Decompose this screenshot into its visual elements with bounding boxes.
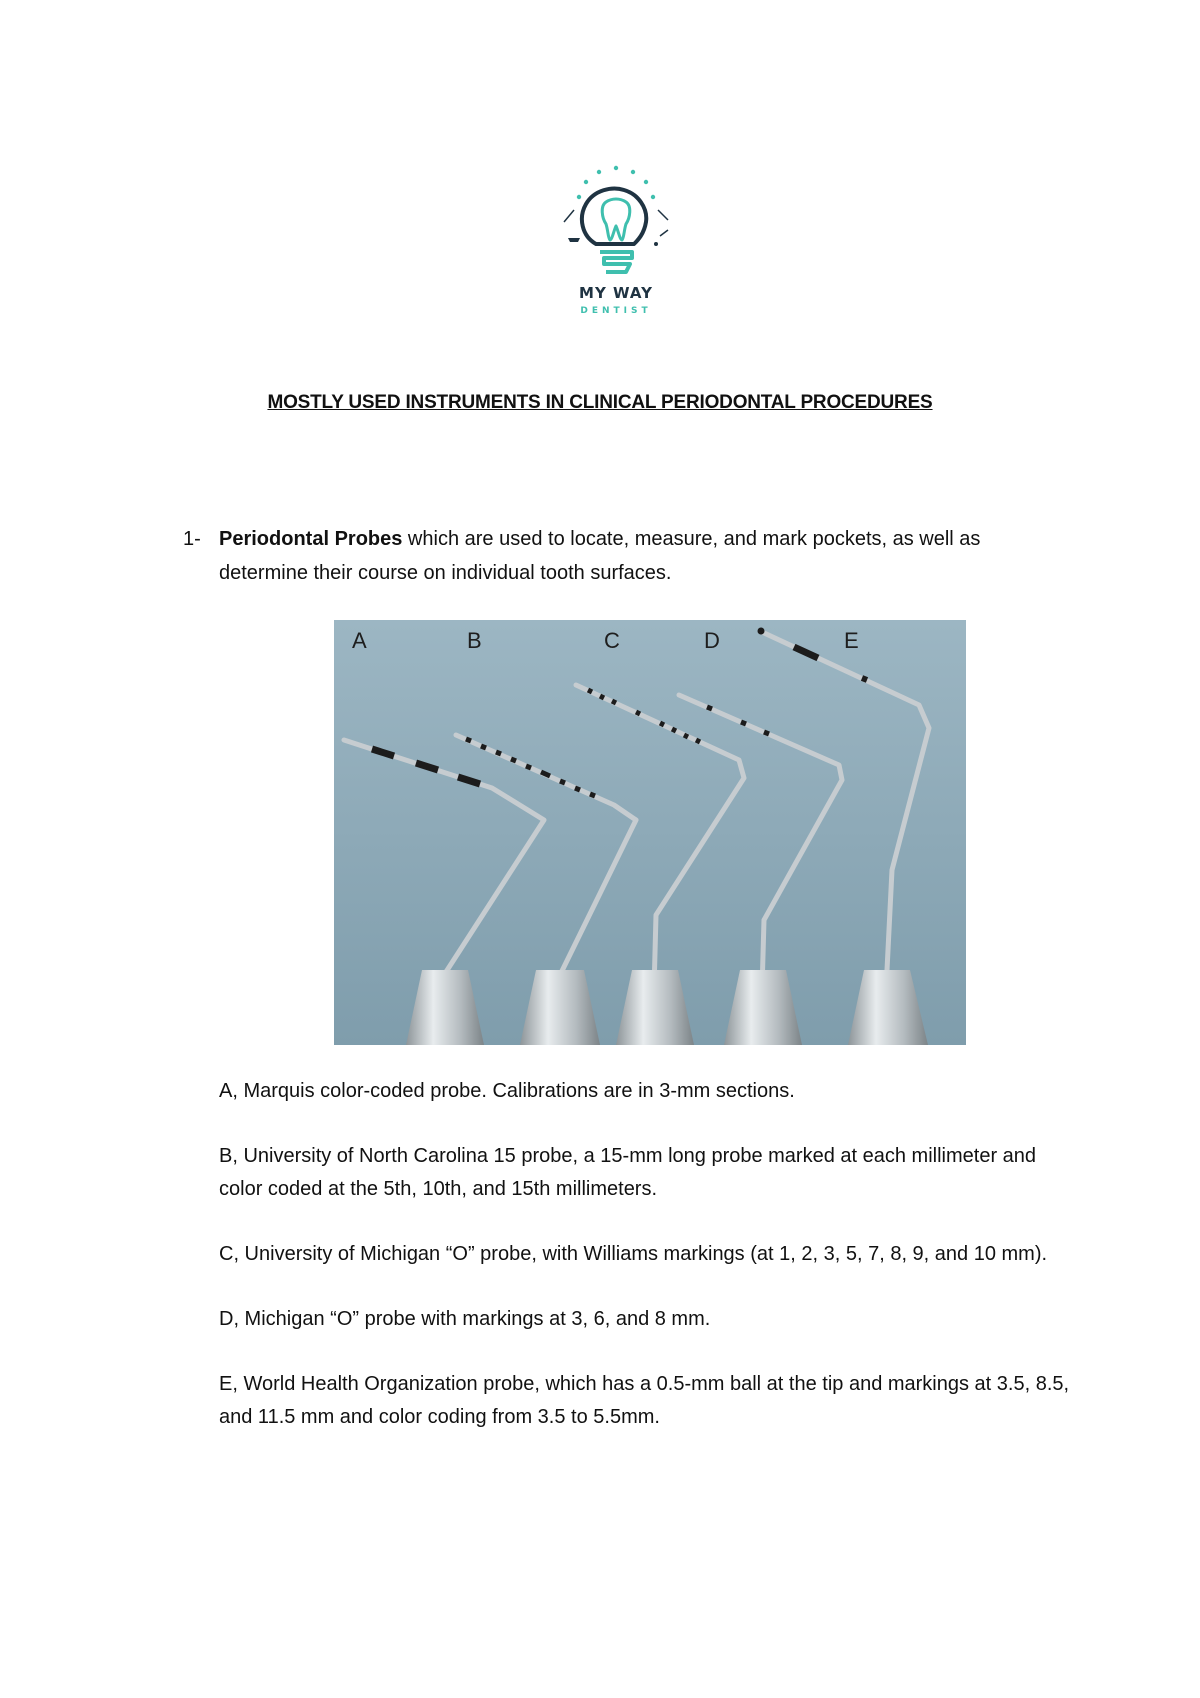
brand-logo — [554, 160, 678, 330]
logo-tagline: DENTIST — [580, 306, 652, 316]
probe-label-e: E — [844, 628, 859, 653]
item-body — [219, 522, 1063, 590]
periodontal-probes-photo — [334, 620, 966, 1045]
page-title: MOSTLY USED INSTRUMENTS IN CLINICAL PERIODONTAL PROCEDURES — [267, 392, 933, 413]
caption-c: C, University of Michigan “O” probe, with Williams markings (at 1, 2, 3, 5, 7, 8, 9, and 10 mm). — [219, 1243, 1048, 1265]
caption-list — [219, 1075, 1079, 1466]
lightbulb-tooth-icon — [554, 160, 678, 284]
logo-name: MY WAY — [579, 284, 653, 302]
probes-illustration — [334, 620, 966, 1045]
item-number: 1- — [183, 528, 201, 550]
probe-label-a: A — [352, 628, 367, 653]
probe-label-b: B — [467, 628, 482, 653]
caption-b: B, University of North Carolina 15 probe, a 15-mm long probe marked at each millimeter and color coded at the 5th, 10th, and 15th millimeters. — [219, 1145, 1037, 1200]
item-description: which are used to locate, measure, and mark pockets, as well as determine their course on individual tooth surfaces. — [219, 528, 981, 584]
probe-label-c: C — [604, 628, 620, 653]
numbered-item — [183, 522, 1063, 590]
item-term: Periodontal Probes — [219, 528, 403, 550]
caption-a: A, Marquis color-coded probe. Calibrations are in 3-mm sections. — [219, 1080, 795, 1102]
caption-e: E, World Health Organization probe, which has a 0.5-mm ball at the tip and markings at 3.5, 8.5, and 11.5 mm and color coding from 3.5 to 5.5mm. — [219, 1373, 1070, 1428]
caption-d: D, Michigan “O” probe with markings at 3, 6, and 8 mm. — [219, 1308, 711, 1330]
probe-label-d: D — [704, 628, 720, 653]
